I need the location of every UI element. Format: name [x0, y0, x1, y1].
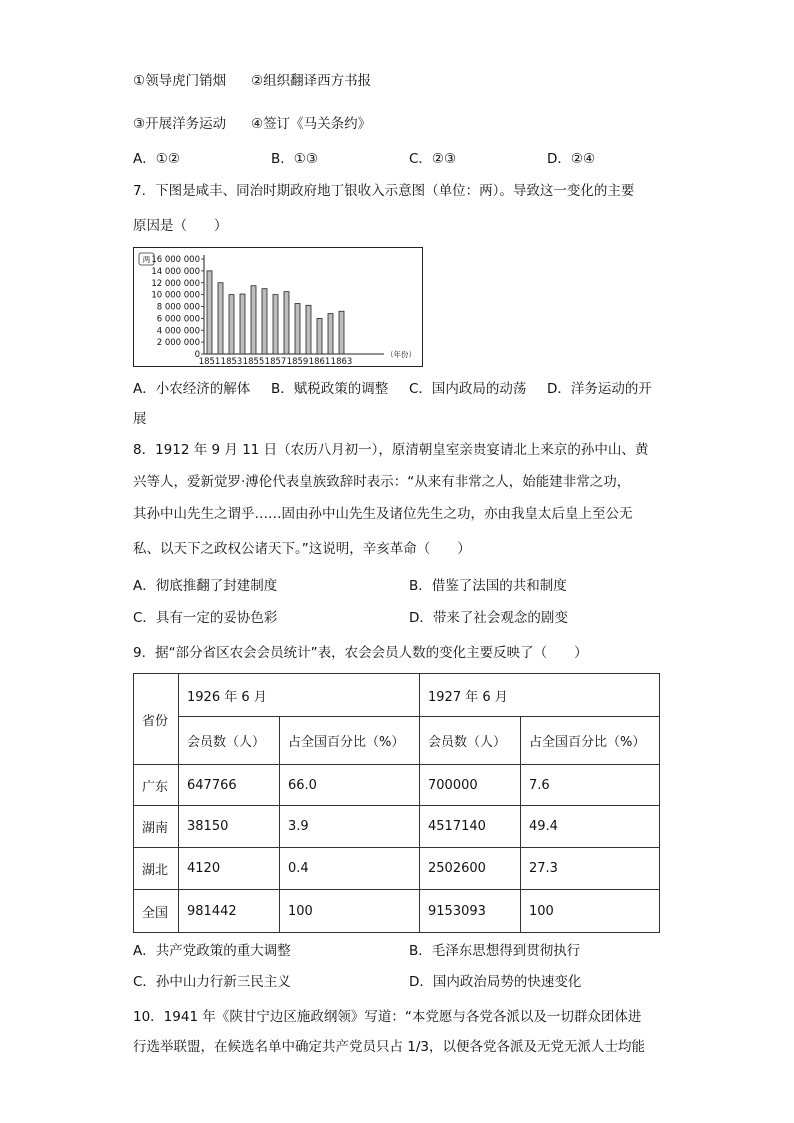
y-tick-label: 0 — [194, 350, 200, 360]
q8-answer-a: A．彻底推翻了封建制度 — [133, 578, 278, 594]
table-col-members-1926: 会员数（人） — [179, 717, 280, 765]
q6-answer-b: B．①③ — [271, 151, 318, 167]
cell-percent-1926: 3.9 — [280, 806, 420, 848]
bar-1862 — [328, 314, 333, 354]
table-header-1926: 1926 年 6 月 — [179, 674, 420, 717]
q10-stem-line-1: 10．1941 年《陕甘宁边区施政纲领》写道：“本党愿与各党各派以及一切群众团体进 — [133, 1009, 642, 1025]
cell-percent-1926: 100 — [280, 890, 420, 933]
cell-members-1926: 38150 — [179, 806, 280, 848]
row-province: 广东 — [134, 765, 179, 806]
table-col-percent-1927: 占全国百分比（%） — [521, 717, 660, 765]
x-tick-label: 1851 — [198, 357, 221, 366]
y-tick-label: 4 000 000 — [156, 326, 200, 337]
bar-1854 — [240, 294, 245, 354]
bar-1863 — [339, 311, 344, 354]
q7-stem-line-2: 原因是（ ） — [133, 218, 228, 234]
y-tick-label: 10 000 000 — [151, 290, 200, 301]
q6-option-4: ④签订《马关条约》 — [251, 116, 372, 132]
cell-members-1926: 4120 — [179, 848, 280, 890]
table-col-members-1927: 会员数（人） — [420, 717, 521, 765]
table-corner-province: 省份 — [134, 674, 179, 765]
q6-answer-a: A．①② — [133, 151, 180, 167]
q6-option-3: ③开展洋务运动 — [133, 116, 227, 132]
cell-percent-1926: 66.0 — [280, 765, 420, 806]
bar-1861 — [317, 318, 322, 354]
x-tick-label: 1855 — [242, 357, 265, 366]
table-row — [134, 848, 660, 890]
table-header-1927: 1927 年 6 月 — [420, 674, 660, 717]
q6-answer-d: D．②④ — [547, 151, 596, 167]
q9-answer-b: B．毛泽东思想得到贯彻执行 — [409, 943, 581, 959]
q7-answer-d-continued: 展 — [133, 411, 147, 427]
q8-answer-b: B．借鉴了法国的共和制度 — [409, 578, 567, 594]
row-province: 全国 — [134, 890, 179, 933]
cell-percent-1927: 100 — [521, 890, 660, 933]
cell-percent-1927: 49.4 — [521, 806, 660, 848]
table-row — [134, 765, 660, 806]
y-tick-label: 6 000 000 — [156, 314, 200, 325]
q6-option-2: ②组织翻译西方书报 — [251, 73, 372, 89]
q7-answer-b: B．赋税政策的调整 — [271, 381, 389, 397]
chart-canvas — [134, 248, 422, 366]
y-tick-label: 2 000 000 — [156, 338, 200, 349]
q9-answer-d: D．国内政治局势的快速变化 — [409, 974, 582, 990]
cell-percent-1927: 7.6 — [521, 765, 660, 806]
table-col-percent-1926: 占全国百分比（%） — [280, 717, 420, 765]
x-tick-label: 1853 — [220, 357, 243, 366]
bar-1853 — [229, 295, 234, 354]
bar-1857 — [273, 295, 278, 354]
land-tax-bar-chart — [133, 247, 423, 367]
bar-1851 — [207, 271, 212, 354]
cell-percent-1927: 27.3 — [521, 848, 660, 890]
q8-stem-line-4: 私、以天下之政权公诸天下。”这说明，辛亥革命（ ） — [133, 541, 471, 557]
q8-stem-line-2: 兴等人，爱新觉罗·溥伦代表皇族致辞时表示：“从来有非常之人，始能建非常之功， — [133, 474, 631, 490]
x-tick-label: 1857 — [264, 357, 287, 366]
x-tick-label: 1863 — [330, 357, 353, 366]
q7-answer-c: C．国内政局的动荡 — [409, 381, 527, 397]
q7-answer-a: A．小农经济的解体 — [133, 381, 251, 397]
peasant-association-table — [133, 673, 660, 933]
q8-answer-c: C．具有一定的妥协色彩 — [133, 610, 278, 626]
q9-answer-c: C．孙中山力行新三民主义 — [133, 974, 291, 990]
cell-members-1926: 647766 — [179, 765, 280, 806]
y-tick-label: 14 000 000 — [151, 266, 200, 277]
q7-stem-line-1: 7．下图是咸丰、同治时期政府地丁银收入示意图（单位：两）。导致这一变化的主要 — [133, 183, 635, 199]
x-tick-label: 1859 — [286, 357, 309, 366]
row-province: 湖南 — [134, 806, 179, 848]
unit-label: 两 — [142, 255, 151, 264]
q10-stem-line-2: 行选举联盟，在候选名单中确定共产党员只占 1/3，以便各党各派及无党无派人士均能 — [133, 1039, 646, 1055]
cell-members-1926: 981442 — [179, 890, 280, 933]
cell-members-1927: 9153093 — [420, 890, 521, 933]
bar-1855 — [251, 286, 256, 354]
cell-members-1927: 2502600 — [420, 848, 521, 890]
x-axis-label: （年份） — [386, 350, 416, 359]
cell-members-1927: 700000 — [420, 765, 521, 806]
bar-1860 — [306, 305, 311, 354]
q8-stem-line-3: 其孙中山先生之谓乎……固由孙中山先生及诸位先生之功，亦由我皇太后皇上至公无 — [133, 506, 633, 522]
row-province: 湖北 — [134, 848, 179, 890]
q7-answer-d: D．洋务运动的开 — [547, 381, 652, 397]
y-tick-label: 8 000 000 — [156, 302, 200, 313]
q8-stem-line-1: 8．1912 年 9 月 11 日（农历八月初一），原清朝皇室亲贵宴请北上来京的孙中山、黄 — [133, 442, 649, 458]
q6-answer-c: C．②③ — [409, 151, 457, 167]
bar-1856 — [262, 289, 267, 354]
x-tick-label: 1861 — [308, 357, 331, 366]
q6-option-1: ①领导虎门销烟 — [133, 73, 227, 89]
table-row — [134, 806, 660, 848]
q9-stem: 9．据“部分省区农会会员统计”表，农会会员人数的变化主要反映了（ ） — [133, 645, 588, 661]
table-row — [134, 890, 660, 933]
bar-1858 — [284, 292, 289, 354]
bar-1852 — [218, 283, 223, 354]
bar-1859 — [295, 304, 300, 354]
cell-members-1927: 4517140 — [420, 806, 521, 848]
cell-percent-1926: 0.4 — [280, 848, 420, 890]
q8-answer-d: D．带来了社会观念的剧变 — [409, 610, 568, 626]
y-tick-label: 16 000 000 — [151, 255, 200, 265]
q9-answer-a: A．共产党政策的重大调整 — [133, 943, 291, 959]
y-tick-label: 12 000 000 — [151, 278, 200, 289]
